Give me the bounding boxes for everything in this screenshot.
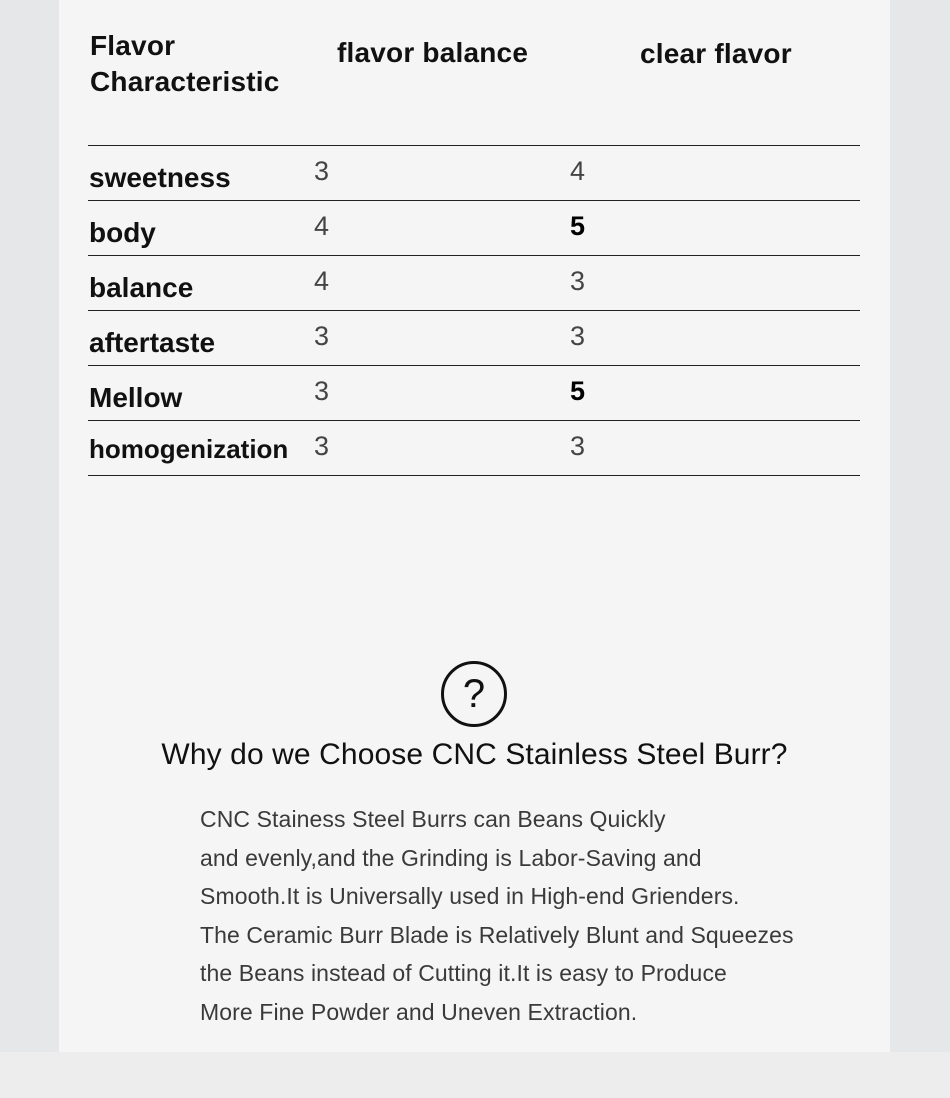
table-row xyxy=(88,311,860,366)
why-title: Why do we Choose CNC Stainless Steel Burr? xyxy=(161,738,788,771)
header-characteristic-line2: Characteristic xyxy=(90,66,280,97)
row-balance-value: 3 xyxy=(314,431,330,461)
row-clear-value: 3 xyxy=(570,431,586,461)
header-flavor-balance: flavor balance xyxy=(337,37,529,68)
description-line: More Fine Powder and Uneven Extraction. xyxy=(200,998,638,1025)
row-label: body xyxy=(89,217,156,248)
row-label: balance xyxy=(89,272,194,303)
table-row xyxy=(88,256,860,311)
header-clear-flavor: clear flavor xyxy=(640,38,792,69)
row-balance-value: 4 xyxy=(314,266,330,296)
description-line: and evenly,and the Grinding is Labor-Saving and xyxy=(200,844,702,871)
table-row xyxy=(88,421,860,476)
table-row xyxy=(88,366,860,421)
header-characteristic-line1: Flavor xyxy=(90,30,176,61)
row-clear-value: 5 xyxy=(570,376,586,406)
description-line: the Beans instead of Cutting it.It is easy to Produce xyxy=(200,960,727,986)
table-row xyxy=(88,201,860,256)
row-balance-value: 4 xyxy=(314,211,330,241)
row-balance-value: 3 xyxy=(314,156,330,186)
why-description xyxy=(200,800,840,1031)
row-clear-value: 3 xyxy=(570,321,586,351)
row-clear-value: 5 xyxy=(570,211,586,241)
svg-text:?: ? xyxy=(462,672,486,716)
question-circle-icon xyxy=(440,660,508,728)
description-line: The Ceramic Burr Blade is Relatively Blunt and Squeezes xyxy=(200,921,794,948)
row-balance-value: 3 xyxy=(314,321,330,351)
content-panel xyxy=(59,0,890,1052)
row-label: aftertaste xyxy=(89,327,216,358)
table-row xyxy=(88,146,860,201)
row-label: Mellow xyxy=(89,382,183,413)
row-clear-value: 4 xyxy=(570,156,586,186)
description-line: CNC Stainess Steel Burrs can Beans Quickly xyxy=(200,806,666,832)
description-line: Smooth.It is Universally used in High-end Grienders. xyxy=(200,883,740,909)
bottom-strip xyxy=(0,1052,950,1098)
flavor-table xyxy=(88,145,860,476)
row-label: sweetness xyxy=(89,162,231,193)
row-label: homogenization xyxy=(89,434,289,464)
header-flavor-characteristic xyxy=(90,28,350,100)
row-balance-value: 3 xyxy=(314,376,330,406)
row-clear-value: 3 xyxy=(570,266,586,296)
